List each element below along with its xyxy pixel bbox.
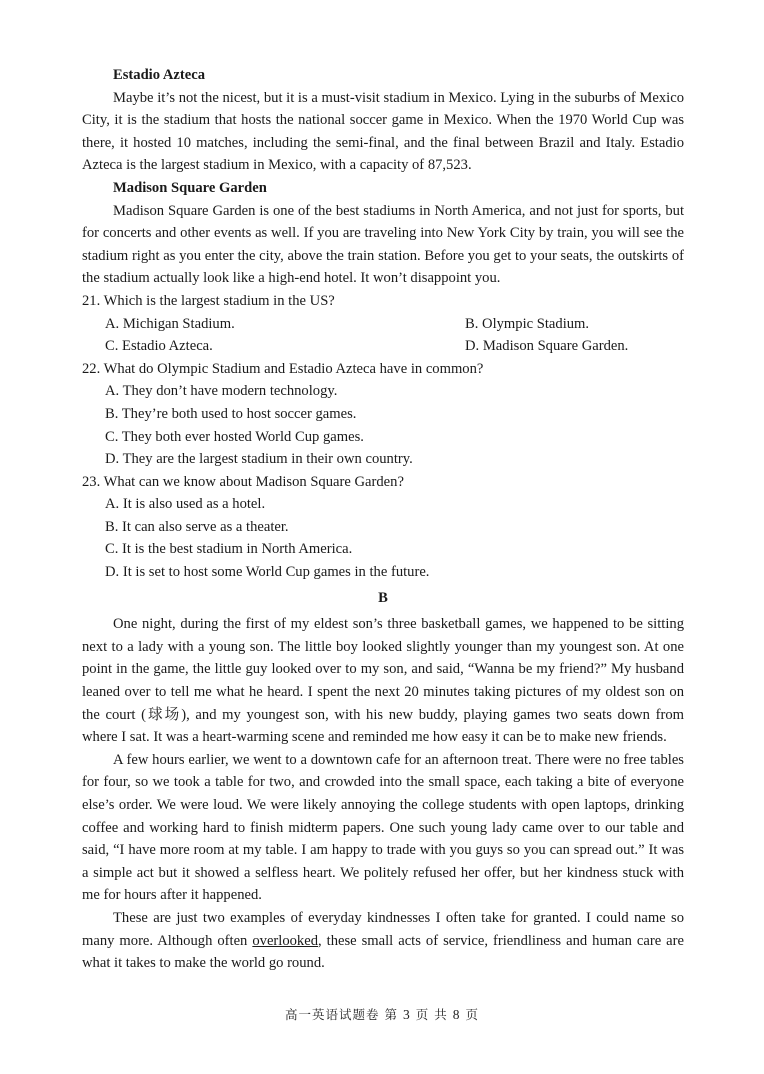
option-b: B. It can also serve as a theater. <box>105 518 289 535</box>
azteca-paragraph: Maybe it’s not the nicest, but it is a must-visit stadium in Mexico. Lying in the suburbs of Mexico City, it is the stadium that hosts the national soccer game in Mexico. When the 1970 World Cup was there, it hosted 10 matches, including the semi-final, and the final between Brazil and Italy. Estadio Azteca is the largest stadium in Mexico, with a capacity of 87,523. <box>82 89 684 174</box>
page-suffix: 页 <box>465 1007 479 1022</box>
footer-title: 高一英语试题卷 <box>285 1007 380 1022</box>
question-stem: 22. What do Olympic Stadium and Estadio Azteca have in common? <box>82 360 484 377</box>
passage-b-paragraph-3 <box>82 907 684 975</box>
page-total: 8 <box>452 1007 461 1022</box>
azteca-heading: Estadio Azteca <box>113 67 206 83</box>
option-a: A. They don’t have modern technology. <box>105 383 338 400</box>
option-list <box>82 380 684 470</box>
option-a: A. It is also used as a hotel. <box>105 496 266 513</box>
option-c: C. Estadio Azteca. <box>105 338 213 355</box>
option-c: C. They both ever hosted World Cup games. <box>105 428 364 445</box>
option-a: A. Michigan Stadium. <box>105 315 235 332</box>
paragraph-text: , these small acts of service, friendliness and human care are what it takes to make the world go round. <box>82 932 684 972</box>
option-d: D. Madison Square Garden. <box>465 338 629 355</box>
page-mid: 页 共 <box>415 1007 448 1022</box>
option-d: D. It is set to host some World Cup games in the future. <box>105 564 430 581</box>
question-23 <box>82 471 684 584</box>
underlined-word: overlooked <box>252 932 318 949</box>
section-b-label: B <box>378 589 388 606</box>
passage-b-paragraph-1: One night, during the first of my eldest son’s three basketball games, we happened to be sitting next to a lady with a young son. The little boy looked slightly younger than my youngest son. At one point in the game, the little guy looked over to my son, and said, “Wanna be my friend?” My husband leaned over to tell me what he heard. I spent the next 20 minutes taking pictures of my oldest son on the court (球场), and my youngest son, with his new buddy, playing games two seats down from where I sat. It was a heart-warming scene and reminded me how easy it can be to make new friends. <box>82 616 684 746</box>
passage-b-paragraph-2: A few hours earlier, we went to a downtown cafe for an afternoon treat. There were no free tables for four, so we took a table for two, and crowded into the small space, each taking a bite of everyone else’s order. We were loud. We were likely annoying the college students with open laptops, drinking coffee and working hard to finish midterm papers. One such young lady came over to our table and said, “I have more room at my table. I am happy to trade with you guys so you can spread out.” It was a simple act but it showed a selfless heart. We politely refused her offer, but her kindness stuck with me for hours after it happened. <box>82 751 684 904</box>
madison-heading: Madison Square Garden <box>113 179 267 196</box>
page-prefix: 第 <box>384 1007 399 1022</box>
page-content <box>82 64 684 975</box>
question-22 <box>82 358 684 471</box>
question-21 <box>82 290 684 358</box>
option-b: B. They’re both used to host soccer games. <box>105 405 357 422</box>
option-list <box>82 493 684 583</box>
question-stem: 21. Which is the largest stadium in the US? <box>82 292 335 309</box>
question-stem: 23. What can we know about Madison Square Garden? <box>82 473 404 490</box>
option-d: D. They are the largest stadium in their own country. <box>105 451 413 468</box>
option-list <box>82 313 684 358</box>
madison-paragraph: Madison Square Garden is one of the best stadiums in North America, and not just for sports, but for concerts and other events as well. If you are traveling into New York City by train, you will see the stadium right as you enter the city, above the train station. Before you get to your seats, the outskirts of the stadium actually look like a high-end hotel. It won’t disappoint you. <box>82 202 684 287</box>
option-c: C. It is the best stadium in North America. <box>105 541 353 558</box>
option-b: B. Olympic Stadium. <box>465 315 590 332</box>
page-current: 3 <box>403 1007 411 1022</box>
paragraph-text: These are just two examples of everyday kindnesses I often take for granted. I could name so many more. Although often <box>82 909 684 949</box>
page-footer <box>0 1005 764 1023</box>
